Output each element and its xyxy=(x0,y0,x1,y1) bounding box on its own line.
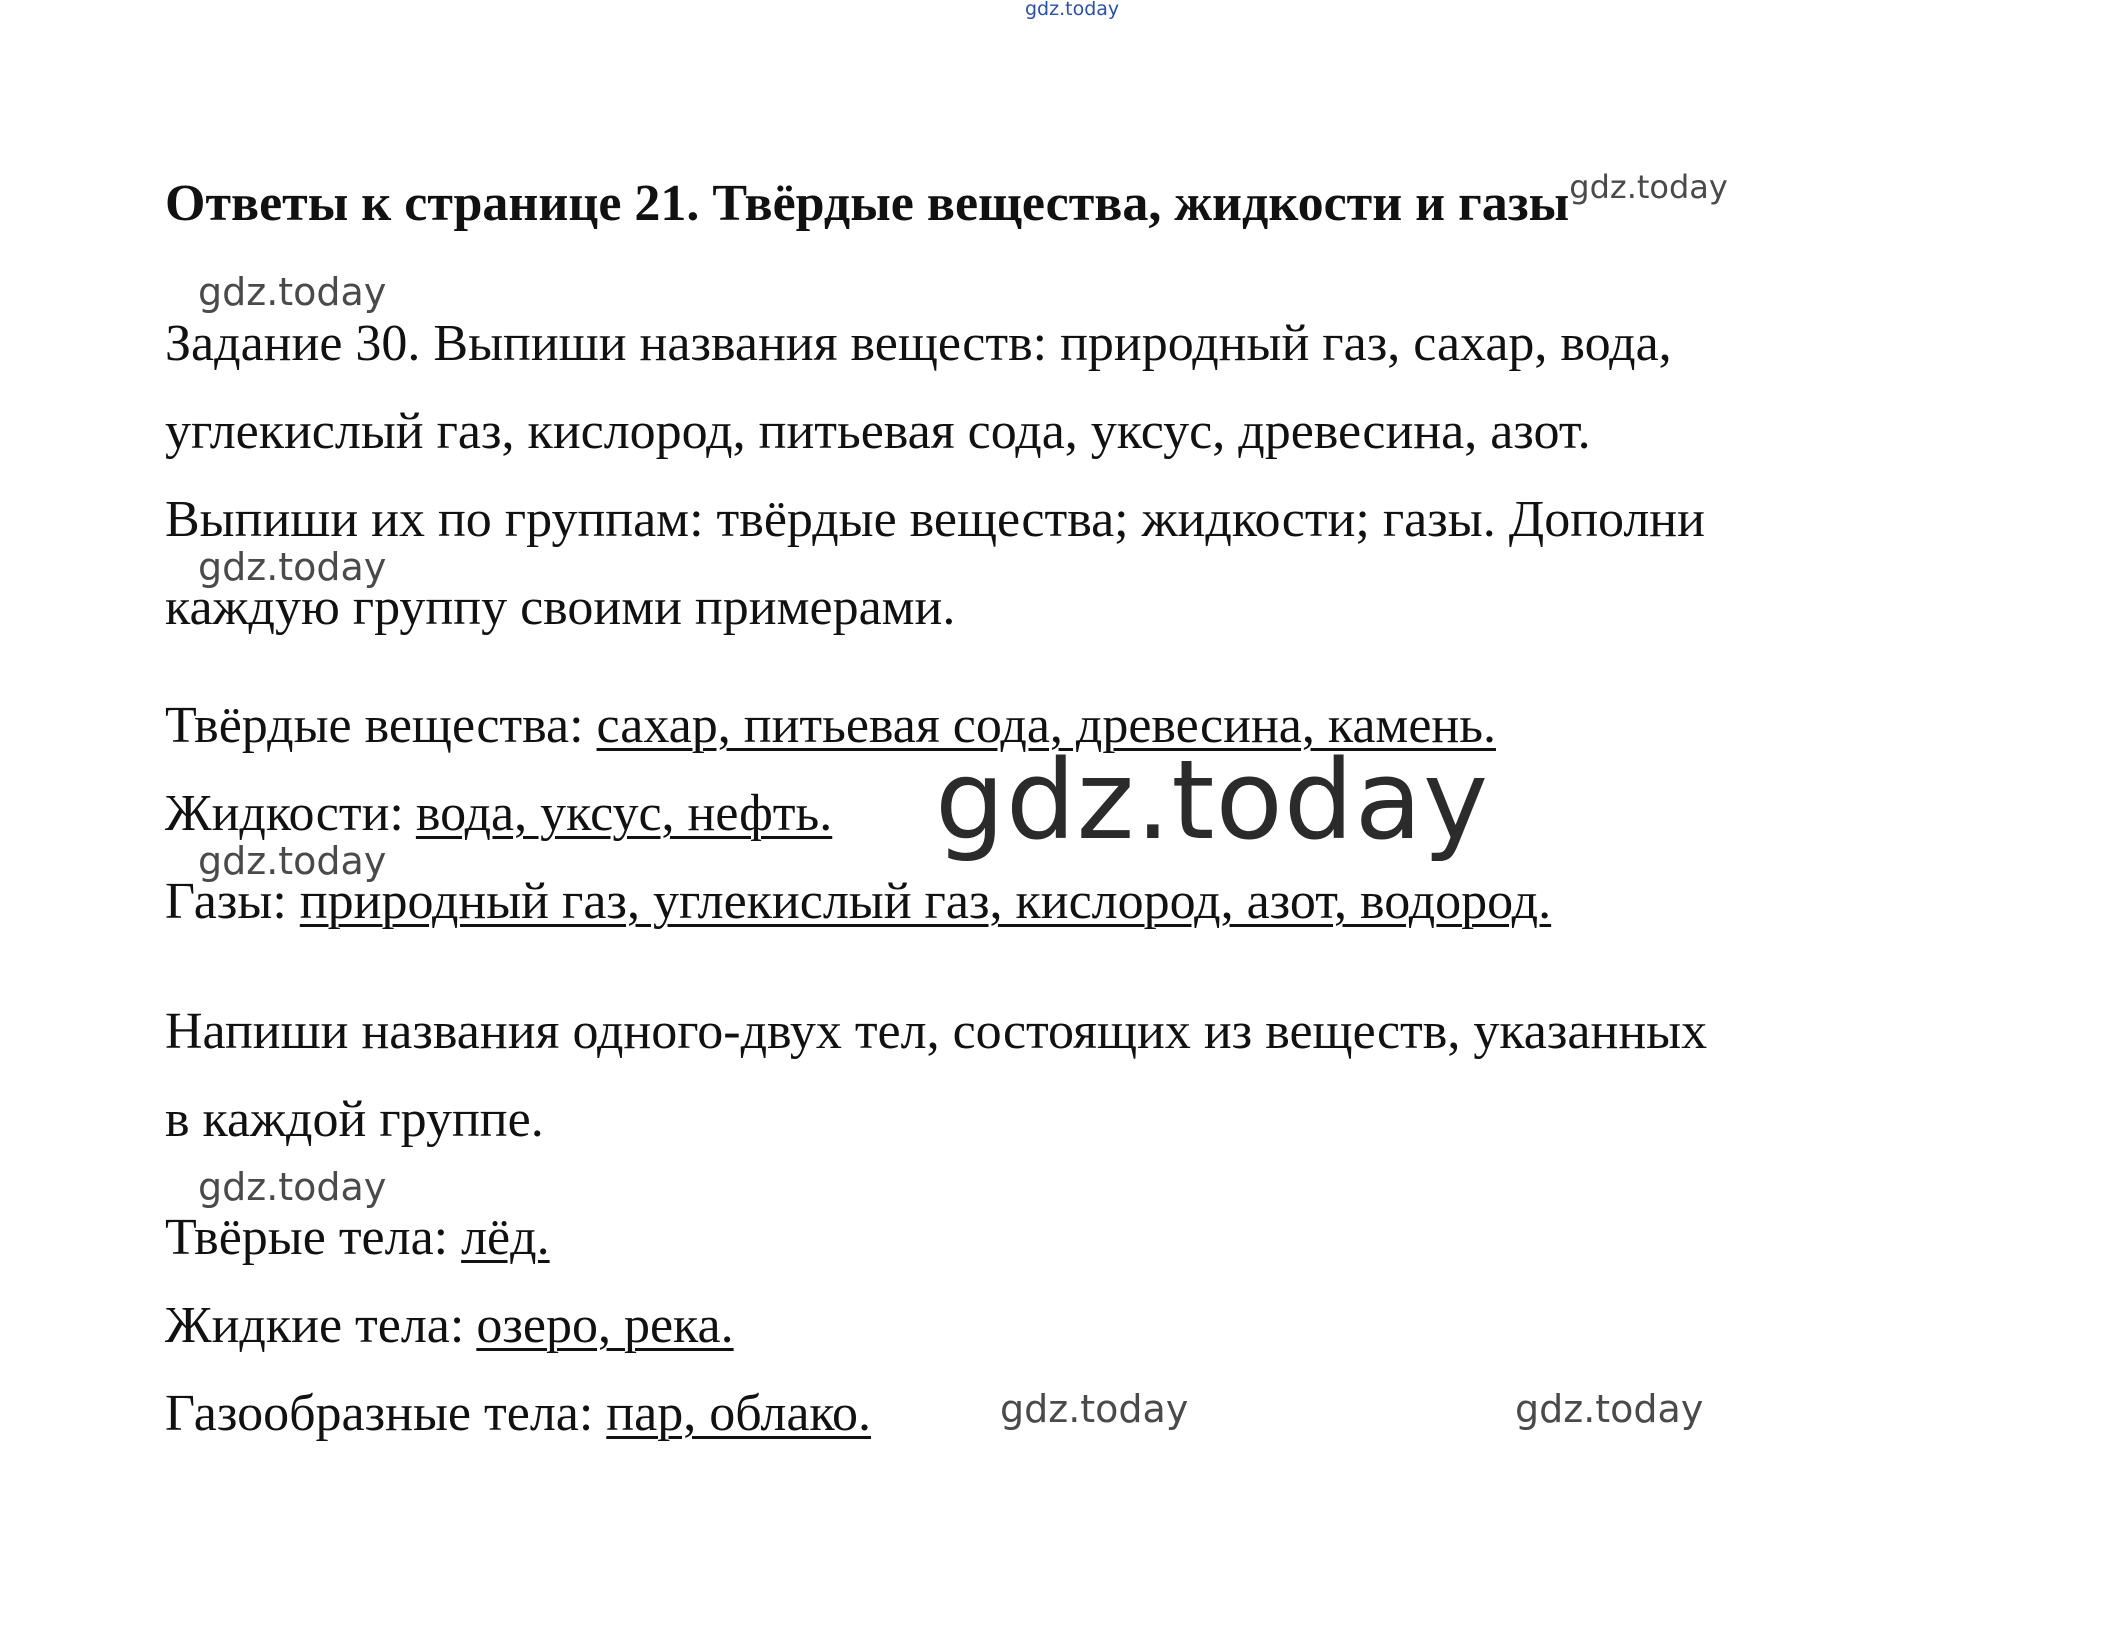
page-title xyxy=(165,168,1728,232)
title-watermark: gdz.today xyxy=(1569,168,1728,206)
watermark-top: gdz.today xyxy=(1025,0,1120,20)
task-line-3: Выпиши их по группам: твёрдые вещества; жидкости; газы. Дополни xyxy=(165,491,1705,548)
task-line-2: углекислый газ, кислород, питьевая сода, уксус, древесина, азот. xyxy=(165,403,1591,460)
task-line-4: каждую группу своими примерами. xyxy=(165,579,956,636)
watermark-4: gdz.today xyxy=(198,1165,387,1209)
group-liquids-label: Жидкости: xyxy=(165,785,404,842)
bodies-solid-label: Твёрые тела: xyxy=(165,1209,449,1266)
watermark-5: gdz.today xyxy=(1000,1387,1189,1431)
bodies-gas xyxy=(165,1385,872,1442)
bodies-solid xyxy=(165,1209,550,1266)
watermark-2: gdz.today xyxy=(198,545,387,589)
group-liquids xyxy=(165,785,833,842)
group-gases xyxy=(165,873,1552,930)
page-title-text: Ответы к странице 21. Твёрдые вещества, жидкости и газы xyxy=(165,175,1570,232)
bodies-gas-label: Газообразные тела: xyxy=(165,1385,594,1442)
group-gases-answer: природный газ, углекислый газ, кислород, азот, водород. xyxy=(299,873,1552,930)
bodies-liquid-label: Жидкие тела: xyxy=(165,1297,465,1354)
task2-line-2: в каждой группе. xyxy=(165,1091,544,1148)
bodies-liquid xyxy=(165,1297,734,1354)
bodies-solid-answer: лёд. xyxy=(461,1209,550,1266)
watermark-3: gdz.today xyxy=(198,839,387,883)
group-solids xyxy=(165,697,1496,754)
group-solids-label: Твёрдые вещества: xyxy=(165,697,584,754)
watermark-large: gdz.today xyxy=(935,736,1490,864)
watermark-1: gdz.today xyxy=(198,270,387,314)
bodies-gas-answer: пар, облако. xyxy=(606,1385,872,1442)
bodies-liquid-answer: озеро, река. xyxy=(476,1297,734,1354)
group-liquids-answer: вода, уксус, нефть. xyxy=(415,785,833,842)
group-solids-answer: сахар, питьевая сода, древесина, камень. xyxy=(596,697,1496,754)
watermark-6: gdz.today xyxy=(1515,1387,1704,1431)
task2-line-1: Напиши названия одного-двух тел, состоящих из веществ, указанных xyxy=(165,1003,1708,1060)
group-gases-label: Газы: xyxy=(165,873,287,930)
task-line-1: Задание 30. Выпиши названия веществ: природный газ, сахар, вода, xyxy=(165,315,1672,372)
